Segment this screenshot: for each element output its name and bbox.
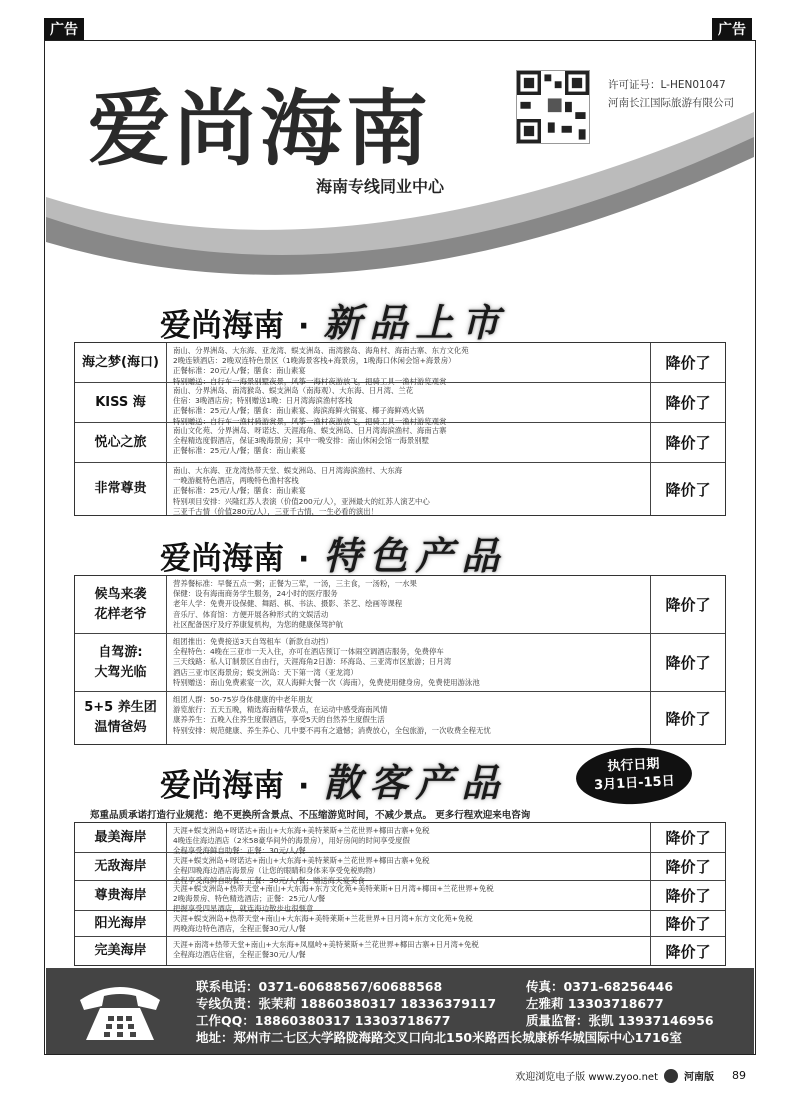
hero-subtitle: 海南专线同业中心: [316, 177, 445, 196]
product-description: [167, 823, 651, 856]
contact-row: [196, 995, 756, 1012]
description-line: 特别赠送：南山免费素宴一次，双人海鲜大餐一次（海南），免费使用健身房，免费使用游泳池: [173, 677, 480, 687]
product-name: 无敌海岸: [75, 853, 167, 880]
license-number: 许可证号：L-HEN01047: [608, 79, 726, 91]
description-line: 南山、分界洲岛、南湾猴岛、蜈支洲岛（南海观）、大东海、日月湾、兰花: [173, 386, 414, 395]
description-line: 南山、大东海、亚龙湾热带天堂、蜈支洲岛、日月湾海滨渔村、大东海: [173, 466, 403, 475]
contact-row: [196, 978, 756, 995]
qr-code-icon: [516, 70, 590, 144]
description-line: 一晚游艇特色酒店，两晚特色渔村客栈: [173, 476, 299, 486]
description-line: 社区配备医疗及疗养康复机构，为您的健康保驾护航: [173, 619, 343, 629]
description-line: 特别赠送：自行车一海景别墅夜景，风筝一海村夜游放飞，把骑工具一渔村游览观赏: [173, 376, 447, 386]
product-description: [167, 343, 651, 386]
product-row: [75, 463, 725, 515]
product-row: [75, 383, 725, 426]
description-line: 游览旅行：五天五晚，精选海南精华景点，在运动中感受海南风情: [173, 705, 388, 715]
description-line: 正餐标准：25元/人/餐；膳食：南山素宴: [173, 486, 306, 496]
product-row: [75, 423, 725, 463]
product-name: 自驾游: 大驾光临: [75, 634, 167, 691]
description-line: 天涯+蜈支洲岛+热带天堂+南山+大东海+东方文化苑+美特莱斯+日月湾+椰田+兰花世界+免税: [173, 884, 494, 893]
contact-manager: 专线负责：张茉莉 18860380317 18336379117: [196, 996, 497, 1011]
section-script-text: 特色产品: [323, 533, 508, 578]
page-bottom-bar: [515, 1068, 746, 1083]
price-drop-label: 降价了: [665, 596, 711, 614]
contact-footer: [46, 968, 754, 1054]
description-line: 天涯+蜈支洲岛+呀诺达+南山+大东海+美特莱斯+兰花世界+椰田古寨+免税: [173, 826, 430, 835]
publisher-logo-icon: [664, 1069, 678, 1083]
price-drop-label: 降价了: [665, 394, 711, 412]
description-line: 酒店三亚市区海景房；蜈支洲岛：天下第一湾（亚龙湾）: [173, 667, 358, 677]
contact-phone: 联系电话：0371-60688567/60688568: [196, 979, 443, 994]
description-line: 4晚连住海边酒店（2米58豪华间外的海景房），用好房间的时间享受度假: [173, 836, 410, 846]
description-line: 全程海边酒店住宿，全程正餐30元/人/餐: [173, 950, 306, 960]
product-name: 海之梦(海口): [75, 343, 167, 382]
description-line: 把握享受四星酒店，就连海边散步也很惬意: [173, 904, 314, 914]
description-line: 2晚连锁酒店：2晚双连特色景区（1晚海景客栈+海景房，1晚海口休闲会馆+海景房）: [173, 356, 456, 366]
product-description: [167, 911, 651, 936]
price-drop-label: 降价了: [665, 709, 711, 728]
license-info: [608, 76, 734, 112]
new-products-table: [74, 342, 726, 516]
description-line: 全程享受海鲜自助餐：正餐：30元/人/餐: [173, 846, 306, 856]
description-line: 天涯+蜈支洲岛+呀诺达+南山+大东海+美特莱斯+兰花世界+椰田古寨+免税: [173, 856, 430, 865]
product-description: [167, 423, 651, 462]
section-dot: ·: [298, 542, 310, 577]
product-description: [167, 881, 651, 914]
website-link[interactable]: 欢迎浏览电子版 www.zyoo.net: [515, 1072, 658, 1083]
section-title-new: [160, 292, 507, 347]
price-drop-label: 降价了: [665, 434, 711, 452]
product-description: [167, 383, 651, 426]
section-title-feature: [160, 525, 507, 580]
product-name: 尊贵海岸: [75, 881, 167, 910]
product-name: 最美海岸: [75, 823, 167, 852]
section-title-fit: [160, 752, 507, 807]
description-line: 特别安排：规范健康、养生养心、几中要不再有之遗憾；消费放心，全包旅游，一次收费全程无忧: [173, 725, 491, 735]
description-line: 2晚海景房、特色精选酒店；正餐：25元/人/餐: [173, 894, 326, 904]
product-row: [75, 692, 725, 744]
description-line: 正餐标准：25元/人/餐；膳食：南山素宴、海滨海鲜火锅宴、椰子海鲜鸡火锅: [173, 406, 424, 416]
contact-address: 地址：郑州市二七区大学路陇海路交叉口向北150米路西长城康桥华城国际中心1716室: [196, 1030, 682, 1045]
page-number: 89: [732, 1069, 746, 1082]
ad-label-left: 广告: [44, 18, 84, 40]
product-row: [75, 853, 725, 886]
description-line: 住宿：3晚酒店房；特别赠送1晚：日月湾海滨渔村客栈: [173, 396, 353, 406]
product-description: [167, 634, 651, 691]
contact-quality: 质量监督：张凯 13937146956: [526, 1013, 714, 1028]
hero-title: 爱尚海南: [88, 82, 433, 177]
company-name: 河南长江国际旅游有限公司: [608, 97, 734, 109]
description-line: 营养餐标准：早餐五点一粥；正餐为三荤，一汤，三主食，一汤粉，一水果: [173, 579, 417, 588]
description-line: 南山、分界洲岛、大东海、亚龙湾、蜈支洲岛、南湾猴岛、海角村、海南古寨、东方文化苑: [173, 346, 469, 355]
quality-notice: 郑重品质承诺打造行业规范：绝不更换所含景点、不压缩游览时间，不减少景点。 更多行程欢迎来电咨询: [90, 810, 531, 821]
price-drop-label: 降价了: [665, 942, 711, 961]
product-row: [75, 576, 725, 634]
section-dot: ·: [298, 309, 310, 344]
contact-fax: 传真：0371-68256446: [526, 979, 674, 994]
contact-grid: [196, 978, 756, 1046]
product-row: [75, 634, 725, 692]
price-drop-label: 降价了: [665, 354, 711, 372]
product-name: 完美海岸: [75, 937, 167, 965]
telephone-icon: [70, 974, 170, 1048]
section-dot: ·: [298, 769, 310, 804]
product-name: KISS 海: [75, 383, 167, 422]
contact-row: [196, 1012, 756, 1029]
price-drop-label: 降价了: [665, 480, 711, 499]
product-name: 阳光海岸: [75, 911, 167, 936]
price-drop-label: 降价了: [665, 915, 711, 933]
description-line: 组团人群：50-75岁身体健康的中老年朋友: [173, 695, 313, 704]
description-line: 三亚千古情（价值280元/人），三亚千古情，一生必看的演出！: [173, 506, 379, 516]
price-drop-label: 降价了: [665, 829, 711, 847]
product-description: [167, 463, 651, 515]
description-line: 正餐标准：25元/人/餐；膳食：南山素宴: [173, 446, 306, 456]
description-line: 组团推出：免费接送3天自驾租车（新款自动挡）: [173, 637, 333, 646]
product-row: [75, 937, 725, 965]
description-line: 保健：设有海南商务学生服务，24小时的医疗服务: [173, 589, 338, 599]
execution-date-label: 执行日期: [607, 756, 660, 775]
description-line: 三天线路：私人订制景区自由行，天涯海角2日游：环海岛、三亚湾市区旅游；日月湾: [173, 657, 452, 667]
description-line: 特别项目安排：兴隆红苏人表演（价值200元/人），亚洲最大的红苏人演艺中心: [173, 496, 430, 506]
description-line: 特别赠送：自行车一渔村骑游赏景，风筝一渔村夜游放飞，把骑工具一渔村游览观赏: [173, 416, 447, 426]
contact-qq: 工作QQ：18860380317 13303718677: [196, 1013, 451, 1028]
product-description: [167, 853, 651, 886]
product-description: [167, 692, 651, 744]
description-line: 全程四晚海边酒店海景房（让您的眼睛和身体来享受免税购物）: [173, 866, 380, 876]
product-row: [75, 823, 725, 856]
description-line: 两晚海边特色酒店，全程正餐30元/人/餐: [173, 924, 306, 934]
description-line: 全程享受海鲜自助餐：正餐：30元/人/餐；赠送海天宴美食: [173, 876, 365, 886]
section-script-text: 散客产品: [323, 760, 508, 805]
section-main-text: 爱尚海南: [160, 308, 284, 344]
price-drop-label: 降价了: [665, 887, 711, 905]
contact-row: [196, 1029, 756, 1046]
product-description: [167, 576, 651, 633]
product-row: [75, 881, 725, 914]
edition-label: 河南版: [684, 1072, 714, 1083]
product-description: [167, 937, 651, 965]
hero-banner: [46, 42, 754, 272]
section-main-text: 爱尚海南: [160, 768, 284, 804]
description-line: 正餐标准：20元/人/餐；膳食：南山素宴: [173, 366, 306, 376]
price-drop-label: 降价了: [665, 654, 711, 672]
description-line: 康养养生：五晚入住养生度假酒店，享受5天的自然养生度假生活: [173, 715, 385, 725]
price-drop-label: 降价了: [665, 858, 711, 876]
contact-manager-2: 左雅莉 13303718677: [526, 996, 664, 1011]
section-main-text: 爱尚海南: [160, 541, 284, 577]
description-line: 天涯+蜈支洲岛+热带天堂+南山+大东海+美特莱斯+兰花世界+日月湾+东方文化苑+免税: [173, 914, 473, 923]
product-row: [75, 343, 725, 386]
product-row: [75, 911, 725, 937]
description-line: 天涯+南湾+热带天堂+南山+大东海+凤凰岭+美特莱斯+兰花世界+椰田古寨+日月湾+免税: [173, 940, 479, 949]
product-name: 5+5 养生团 温情爸妈: [75, 692, 167, 744]
section-script-text: 新品上市: [323, 300, 508, 345]
description-line: 南山文化苑、分界洲岛、呀诺达、天涯海角、蜈支洲岛、日月湾海滨渔村、海南古寨: [173, 426, 447, 435]
execution-date-range: 3月1日-15日: [593, 773, 676, 794]
description-line: 老年人学：免费开设保健、舞蹈、棋、书法、摄影、茶艺、绘画等课程: [173, 599, 403, 609]
product-name: 非常尊贵: [75, 463, 167, 515]
fit-products-table: [74, 822, 726, 966]
product-name: 候鸟来袭 花样老爷: [75, 576, 167, 633]
description-line: 全程特色：4晚在三亚市一天入住，亦可在酒店预订一体闹空调酒店服务，免费停车: [173, 647, 444, 657]
product-name: 悦心之旅: [75, 423, 167, 462]
feature-products-table: [74, 575, 726, 745]
description-line: 音乐厅、体育馆：方便开展各种形式的文娱活动: [173, 609, 329, 619]
ad-label-right: 广告: [712, 18, 752, 40]
description-line: 全程精选度假酒店，保证3晚海景房；其中一晚安排：南山休闲会馆一海景别墅: [173, 436, 429, 446]
